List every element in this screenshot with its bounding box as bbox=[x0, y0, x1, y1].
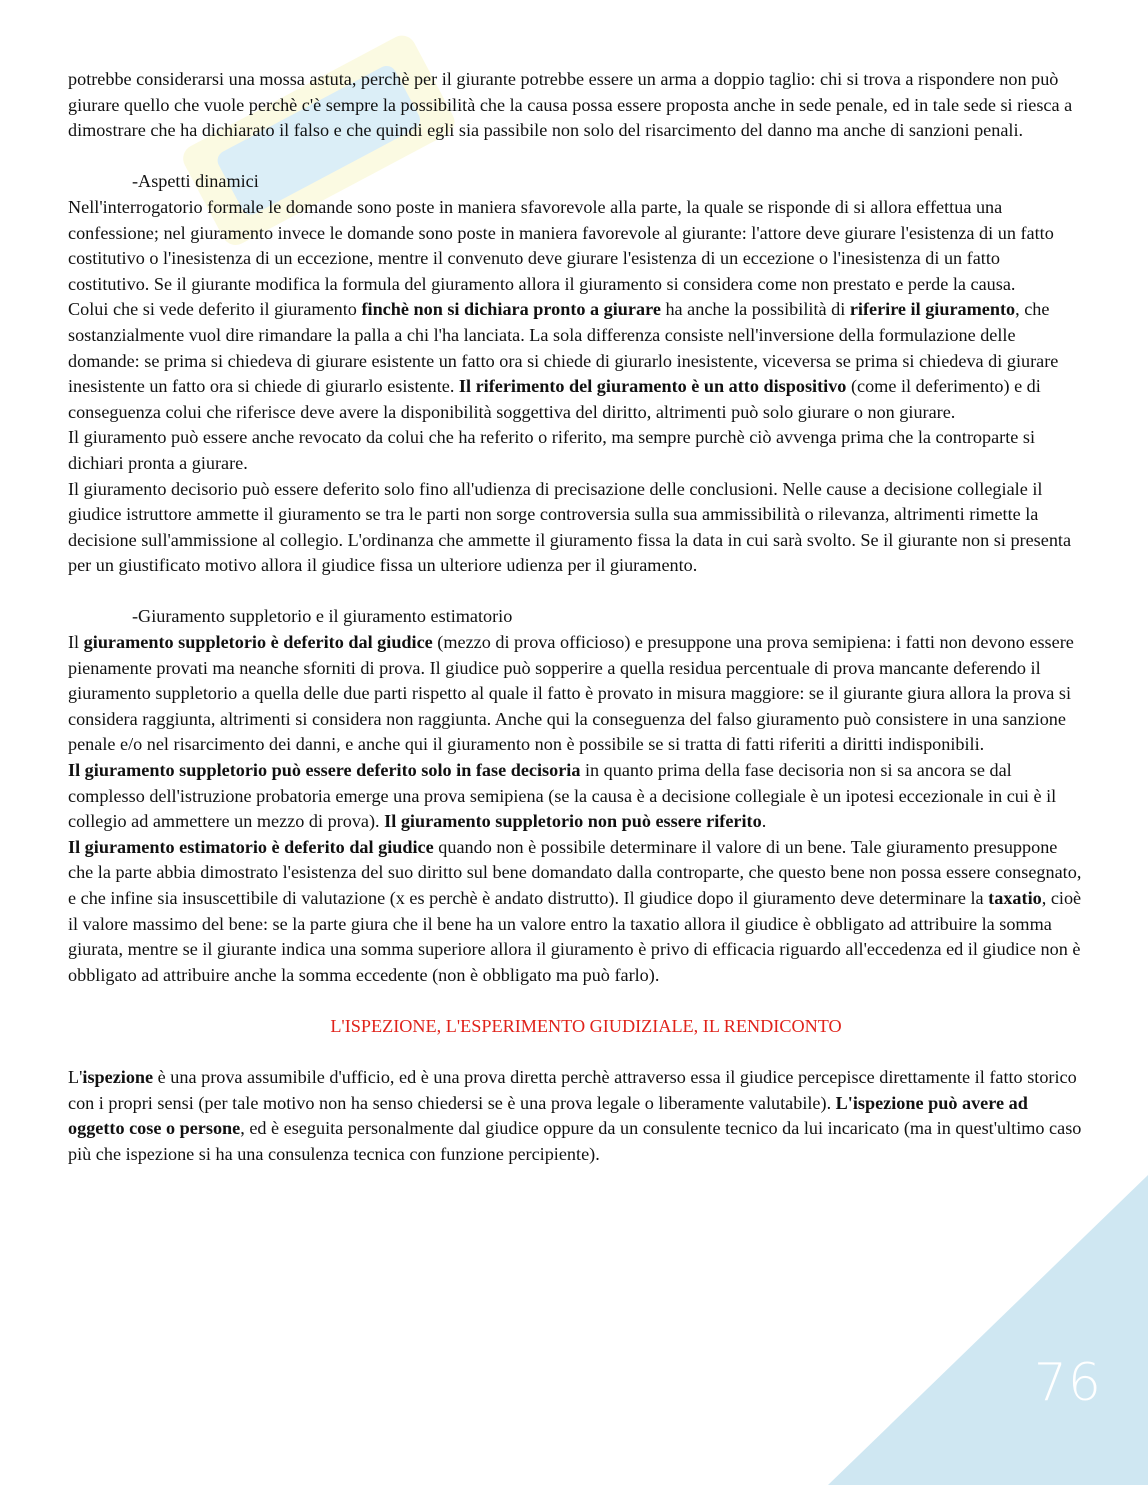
document-body bbox=[68, 67, 1084, 1168]
paragraph: Il giuramento estimatorio è deferito dal giudice quando non è possibile determinare il valore di un bene. Tale giuramento presuppone che la parte abbia dimostrato l'esistenza del suo diritto sul bene domandato dalla controparte, che questo bene non possa essere consegnato, e che infine sia insuscettibile di valutazione (x es perchè è andato distrutto). Il giudice dopo il giuramento deve determinare la taxatio, cioè il valore massimo del bene: se la parte giura che il bene ha un valore entro la taxatio allora il giudice è obbligato ad attribuire la somma giurata, mentre se il giurante indica una somma superiore allora il giuramento è privo di efficacia riguardo all'eccedenza ed il giudice non è obbligato ad attribuire anche la somma eccedente (non è obbligato ma può farlo). bbox=[68, 836, 1082, 985]
page-number: 76 bbox=[1033, 1353, 1102, 1413]
paragraph: Nell'interrogatorio formale le domande sono poste in maniera sfavorevole alla parte, la quale se risponde di si allora effettua una confessione; nel giuramento invece le domande sono poste in maniera favorevole al giurante: l'attore deve giurare l'esistenza di un fatto costitutivo o l'inesistenza di un eccezione, mentre il convenuto deve giurare l'esistenza di un eccezione o l'inesistenza di un fatto costitutivo. Se il giurante modifica la formula del giuramento allora il giuramento si considera come non prestato e perde la causa. bbox=[68, 196, 1054, 294]
paragraph: Il giuramento può essere anche revocato da colui che ha referito o riferito, ma sempre purchè ciò avvenga prima che la controparte si dichiari pronta a giurare. bbox=[68, 427, 1036, 473]
paragraph: potrebbe considerarsi una mossa astuta, perchè per il giurante potrebbe essere un arma a doppio taglio: chi si trova a rispondere non può giurare quello che vuole perchè c'è sempre la possibilità che la causa possa essere proposta anche in sede penale, ed in tale sede si riesca a dimostrare che ha dichiarato il falso e che quindi egli sia passibile non solo del risarcimento del danno ma anche di sanzioni penali. bbox=[68, 69, 1073, 141]
paragraph: Il giuramento suppletorio è deferito dal giudice (mezzo di prova officioso) e presuppone una prova semipiena: i fatti non devono essere pienamente provati ma neanche sforniti di prova. Il giudice può sopperire a quella residua percentuale di prova mancante deferendo il giuramento suppletorio a quella delle due parti rispetto al quale il fatto è provato in misura maggiore: se il giurante giura allora la prova si considera raggiunta, altrimenti si considera non raggiunta. Anche qui la conseguenza del falso giuramento può consistere in una sanzione penale e/o nel risarcimento dei danni, e anche qui il giuramento non è possibile se si tratta di fatti riferiti a diritti indisponibili. bbox=[68, 632, 1074, 755]
section-title: L'ISPEZIONE, L'ESPERIMENTO GIUDIZIALE, IL RENDICONTO bbox=[330, 1015, 842, 1036]
paragraph: Colui che si vede deferito il giuramento finchè non si dichiara pronto a giurare ha anche la possibilità di riferire il giuramento, che sostanzialmente vuol dire rimandare la palla a chi l'ha lanciata. La sola differenza consiste nell'inversione della formulazione delle domande: se prima si chiedeva di giurare esistente un fatto ora si chiede di giurarlo inesistente, viceversa se prima si chiedeva di giurare inesistente un fatto ora si chiede di giurarlo esistente. Il riferimento del giuramento è un atto dispositivo (come il deferimento) e di conseguenza colui che riferisce deve avere la disponibilità soggettiva del diritto, altrimenti può solo giurare o non giurare. bbox=[68, 299, 1059, 422]
subheading-giuramento-suppletorio: -Giuramento suppletorio e il giuramento estimatorio bbox=[132, 606, 513, 627]
paragraph: L'ispezione è una prova assumibile d'ufficio, ed è una prova diretta perchè attraverso essa il giudice percepisce direttamente il fatto storico con i propri sensi (per tale motivo non ha senso chiedersi se è una prova legale o liberamente valutabile). L'ispezione può avere ad oggetto cose o persone, ed è eseguita personalmente dal giudice oppure da un consulente tecnico da lui incaricato (ma in quest'ultimo caso più che ispezione si ha una consulenza tecnica con funzione percipiente). bbox=[68, 1067, 1082, 1164]
paragraph: Il giuramento decisorio può essere deferito solo fino all'udienza di precisazione delle conclusioni. Nelle cause a decisione collegiale il giudice istruttore ammette il giuramento se tra le parti non sorge controversia sulla sua ammissibilità o rilevanza, altrimenti rimette la decisione sull'ammissione al collegio. L'ordinanza che ammette il giuramento fissa la data in cui sarà svolto. Se il giurante non si presenta per un giustificato motivo allora il giudice fissa un ulteriore udienza per il giuramento. bbox=[68, 478, 1072, 576]
corner-triangle-decoration bbox=[828, 1175, 1148, 1485]
paragraph: Il giuramento suppletorio può essere deferito solo in fase decisoria in quanto prima della fase decisoria non si sa ancora se dal complesso dell'istruzione probatoria emerge una prova semipiena (se la causa è a decisione collegiale è un ipotesi eccezionale in cui è il collegio ad ammettere un mezzo di prova). Il giuramento suppletorio non può essere riferito. bbox=[68, 760, 1057, 832]
subheading-aspetti-dinamici: -Aspetti dinamici bbox=[132, 171, 259, 192]
